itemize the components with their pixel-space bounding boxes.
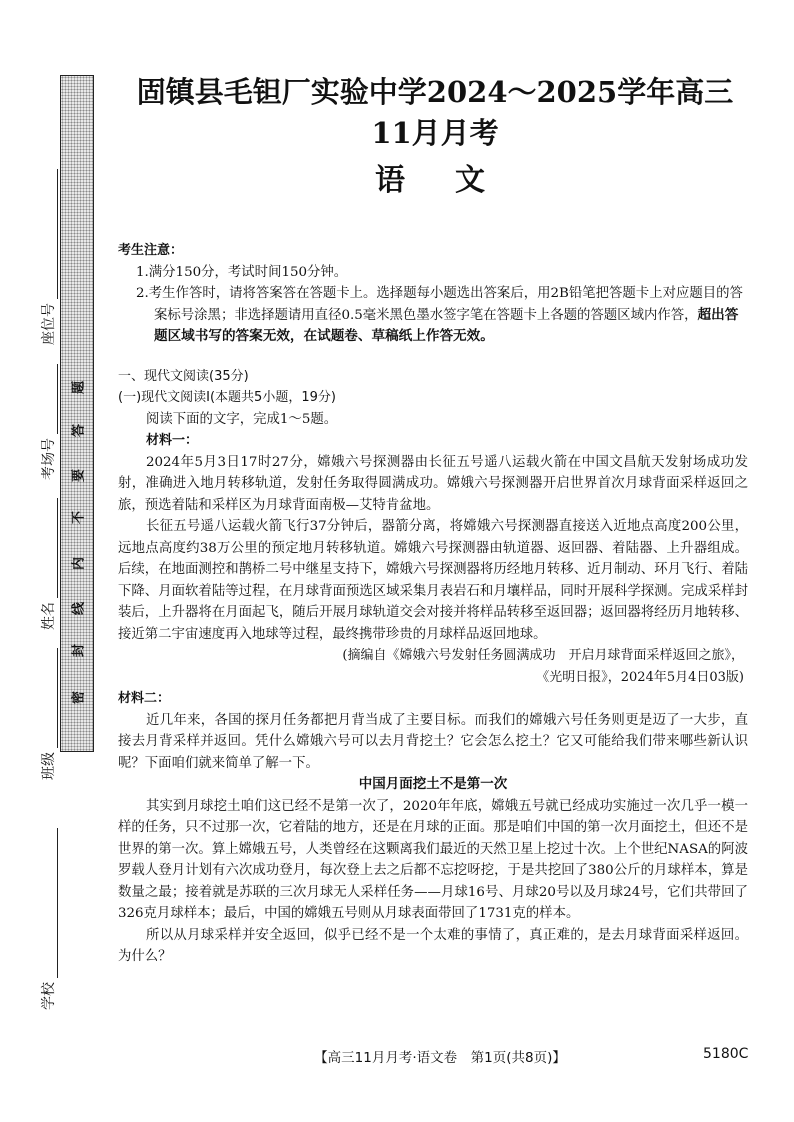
- strip-word-2: 封: [71, 644, 87, 658]
- notice-item-2: [118, 283, 748, 348]
- exam-content: [118, 240, 748, 968]
- material-one-source-line-2: 《光明日报》，2024年5月4日03版): [536, 669, 744, 685]
- paper-code: 5180C: [703, 1046, 749, 1062]
- notice-item-2-text: 2.考生作答时，请将答案答在答题卡上。选择题每小题选出答案后，用2B铅笔把答题卡上对应题目的答案标号涂黑；非选择题请用直径0.5毫米黑色墨水签字笔在答题卡上各题的答题区域内作答，: [136, 286, 743, 323]
- school-label: 学校: [41, 982, 57, 1010]
- seat-number-label: 座位号: [41, 303, 57, 345]
- exam-room-line: [45, 364, 58, 434]
- strip-word-6: 要: [71, 469, 87, 483]
- seal-line-strip: [60, 75, 94, 752]
- exam-room-field: [38, 364, 58, 480]
- school-line: [45, 828, 58, 978]
- page-footer: 【高三11月月考·语文卷 第1页(共8页)】: [314, 1050, 566, 1066]
- class-field: [38, 648, 58, 780]
- material-one-source-line-1: (摘编自《嫦娥六号发射任务圆满成功 开启月球背面采样返回之旅》，: [342, 648, 744, 663]
- name-line: [45, 498, 58, 598]
- material-two-paragraph-1: 近几年来，各国的探月任务都把月背当成了主要目标。而我们的嫦娥六号任务则更是迈了一大步，直接去月背采样并返回。凭什么嫦娥六号可以去月背挖土？它会怎么挖土？它又可能给我们带来哪些新认识呢？下面咱们就来简单了解一下。: [118, 712, 748, 771]
- class-line: [45, 648, 58, 748]
- strip-word-7: 答: [71, 424, 87, 438]
- section-heading: 一、现代文阅读(35分): [118, 368, 249, 384]
- strip-word-4: 内: [71, 557, 87, 571]
- strip-word-3: 线: [71, 602, 87, 616]
- class-label: 班级: [41, 752, 57, 780]
- seat-number-line: [45, 169, 58, 299]
- material-two-heading: 中国月面挖土不是第一次: [358, 776, 508, 792]
- material-one-paragraph-1: 2024年5月3日17时27分，嫦娥六号探测器由长征五号遥八运载火箭在中国文昌航天发射场成功发射，准确进入地月转移轨道，发射任务取得圆满成功。嫦娥六号探测器开启世界首次月球背面采样返回之旅，预选着陆和采样区为月球背面南极—艾特肯盆地。: [118, 454, 748, 513]
- notice-item-2-warning: 超出答题区域书写的答案无效，在试题卷、草稿纸上作答无效。: [154, 306, 739, 344]
- strip-word-8: 题: [71, 381, 87, 395]
- notice-item-1: 1.满分150分，考试时间150分钟。: [136, 264, 348, 280]
- seat-number-field: [38, 169, 58, 345]
- name-label: 姓名: [41, 602, 57, 630]
- material-one-paragraph-2: 长征五号遥八运载火箭飞行37分钟后，器箭分离，将嫦娥六号探测器直接送入近地点高度200公里，远地点高度约38万公里的预定地月转移轨道。嫦娥六号探测器由轨道器、返回器、着陆器、上升器组成。后续，在地面测控和鹊桥二号中继星支持下，嫦娥六号探测器将历经地月转移、近月制动、环月飞行、着陆下降、月面软着陆等过程，在月球背面预选区域采集月表岩石和月壤样品，同时开展科学探测。完成采样封装后，上升器将在月面起飞，随后开展月球轨道交会对接并将样品转移至返回器；返回器将经历月地转移、接近第二宇宙速度再入地球等过程，最终携带珍贵的月球样品返回地球。: [118, 519, 748, 642]
- material-two-paragraph-2: 其实到月球挖土咱们这已经不是第一次了，2020年年底，嫦娥五号就已经成功实施过一次几乎一模一样的任务，只不过那一次，它着陆的地方，还是在月球的正面。那是咱们中国的第一次月面挖土，但还不是世界的第一次。算上嫦娥五号，人类曾经在这颗离我们最近的天然卫星上挖过十次。上个世纪NASA的阿波罗载人登月计划有六次成功登月，每次登上去之后都不忘挖呀挖，于是共挖回了380公斤的月球样本，算是数量之最；接着就是苏联的三次月球无人采样任务——月球16号、月球20号以及月球24号，它们共带回了326克月球样本；最后，中国的嫦娥五号则从月球表面带回了1731克的样本。: [118, 798, 748, 921]
- subject-title: 语文: [375, 163, 535, 198]
- exam-room-label: 考场号: [41, 438, 57, 480]
- material-one-label: 材料一：: [146, 433, 199, 448]
- notice-heading: 考生注意：: [118, 243, 184, 258]
- reading-instruction: 阅读下面的文字，完成1～5题。: [146, 411, 338, 427]
- material-two-paragraph-3: 所以从月球采样并安全返回，似乎已经不是一个太难的事情了，真正难的，是去月球背面采样返回。为什么？: [118, 927, 748, 964]
- exam-title: 固镇县毛钽厂实验中学2024～2025学年高三11月月考: [136, 75, 734, 150]
- strip-word-1: 密: [71, 691, 87, 705]
- strip-word-5: 不: [71, 511, 87, 525]
- school-field: [38, 828, 58, 1010]
- name-field: [38, 498, 58, 630]
- subsection-heading: (一)现代文阅读Ⅰ(本题共5小题，19分): [118, 390, 336, 405]
- material-two-label: 材料二：: [118, 691, 171, 706]
